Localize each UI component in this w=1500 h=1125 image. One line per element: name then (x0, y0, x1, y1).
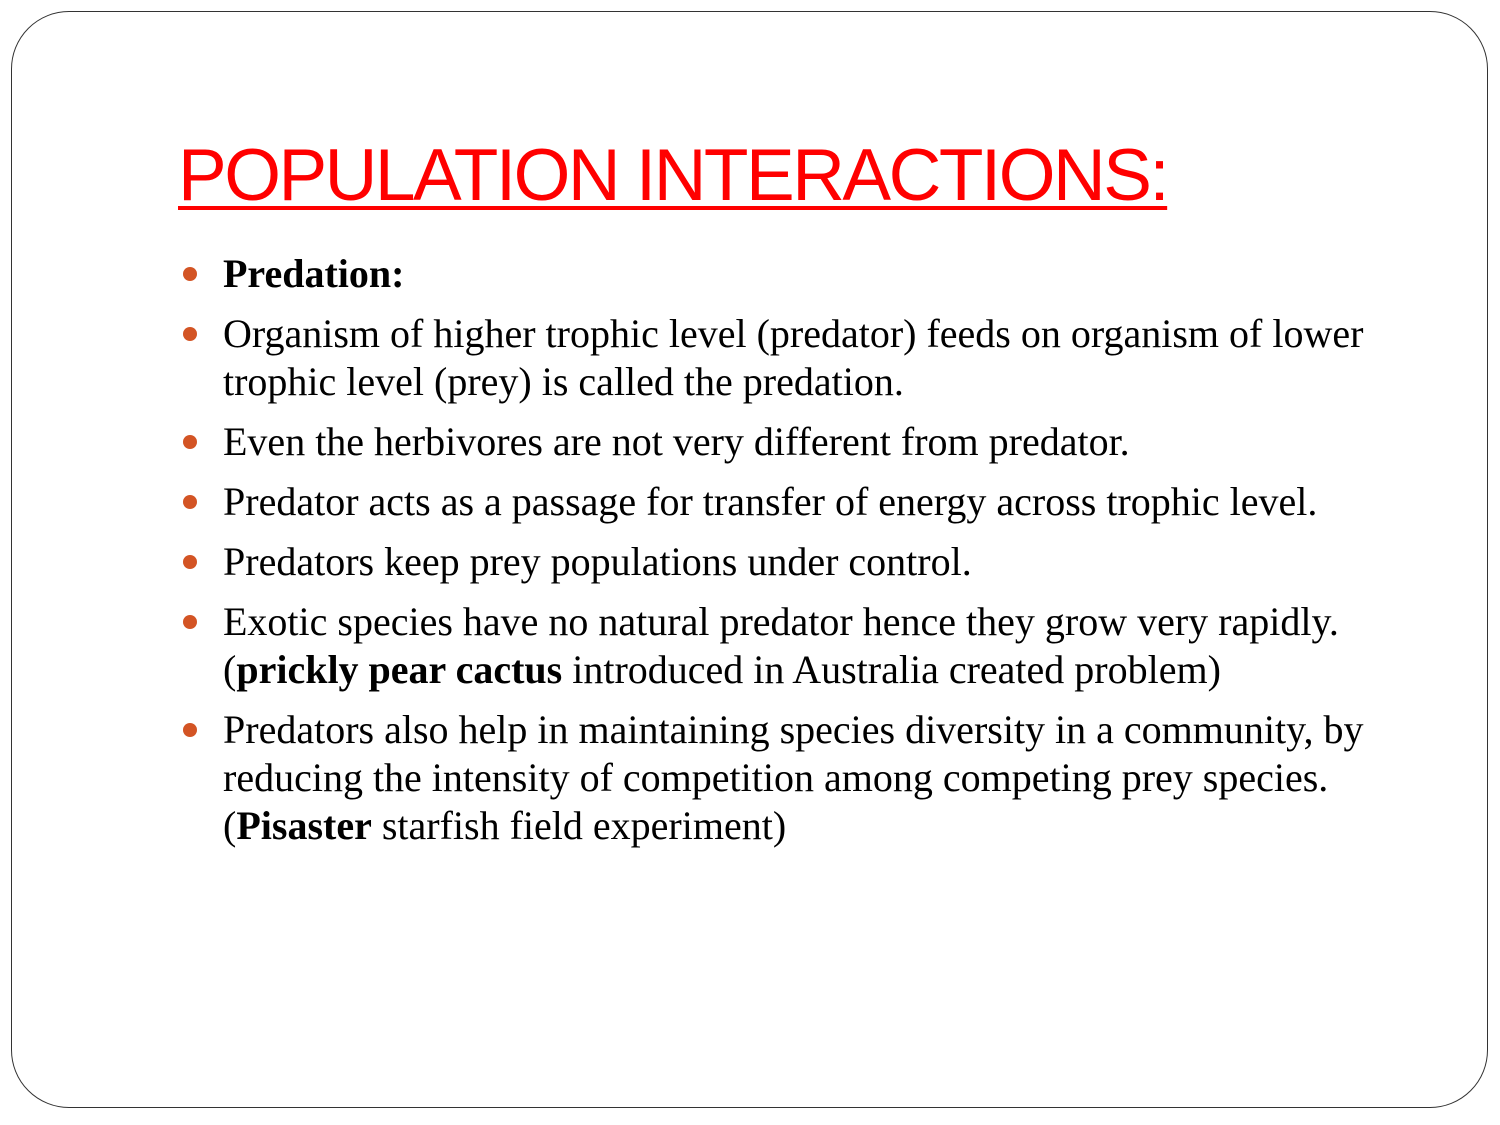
bullet-icon (183, 723, 197, 737)
bullet-text: Even the herbivores are not very different from predator. (223, 419, 1130, 464)
bullet-text-before: Exotic species have no natural predator hence they grow very rapidly. ( (223, 599, 1339, 692)
list-item (178, 478, 1418, 526)
bullet-text-bold: Pisaster (236, 803, 372, 848)
slide-title: POPULATION INTERACTIONS: (178, 135, 1168, 216)
bullet-text: Predator acts as a passage for transfer of energy across trophic level. (223, 479, 1318, 524)
bullet-icon (183, 495, 197, 509)
bullet-text: Predation: (223, 251, 405, 296)
bullet-text-before: Predators also help in maintaining species diversity in a community, by reducing the intensity of competition among competing prey species. ( (223, 707, 1364, 848)
list-item (178, 538, 1418, 586)
list-item (178, 598, 1418, 694)
list-item (178, 706, 1418, 850)
bullet-text: Predators keep prey populations under control. (223, 539, 972, 584)
bullet-icon (183, 267, 197, 281)
bullet-icon (183, 615, 197, 629)
bullet-list (178, 250, 1418, 862)
list-item (178, 250, 1418, 298)
bullet-text-bold: prickly pear cactus (236, 647, 563, 692)
bullet-icon (183, 327, 197, 341)
list-item (178, 310, 1418, 406)
bullet-icon (183, 555, 197, 569)
slide-frame (11, 11, 1488, 1108)
bullet-text-after: introduced in Australia created problem) (562, 647, 1221, 692)
bullet-icon (183, 435, 197, 449)
bullet-text-after: starfish field experiment) (371, 803, 787, 848)
bullet-text: Organism of higher trophic level (predator) feeds on organism of lower trophic level (prey) is called the predation. (223, 311, 1364, 404)
list-item (178, 418, 1418, 466)
